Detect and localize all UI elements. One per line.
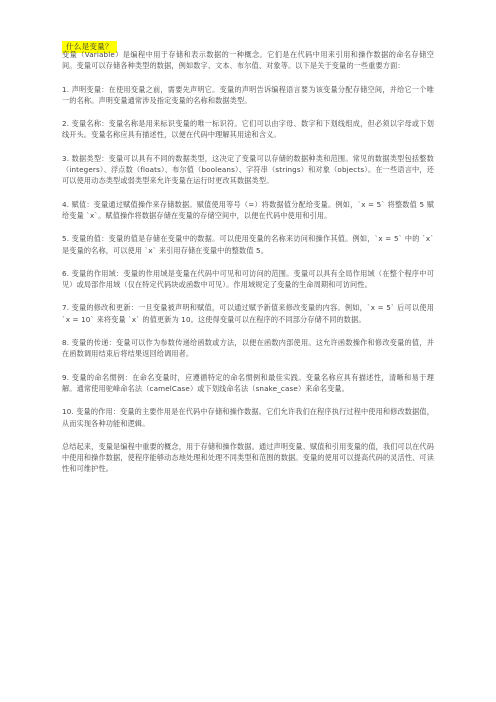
title-line: [62, 34, 434, 51]
intro-paragraph: 变量（Variable）是编程中用于存储和表示数据的一种概念。它们是在代码中用来引用和操作数据的命名存储空间。变量可以存储各种类型的数据，例如数字、文本、布尔值、对象等。以下是关于变量的一些重要方面：: [62, 50, 434, 71]
document-title: 什么是变量？: [62, 41, 117, 53]
conclusion-paragraph: 总结起来，变量是编程中重要的概念，用于存储和操作数据。通过声明变量、赋值和引用变量的值，我们可以在代码中使用和操作数据，使程序能够动态地处理和处理不同类型和范围的数据。变量的使用可以提高代码的灵活性、可读性和可维护性。: [62, 441, 434, 474]
point-naming: 9. 变量的命名惯例：在命名变量时，应遵循特定的命名惯例和最佳实践。变量名称应具有描述性，清晰和易于理解。通常使用驼峰命名法（camelCase）或下划线命名法（snake_case）来命名变量。: [62, 372, 434, 393]
point-update: 7. 变量的修改和更新：一旦变量被声明和赋值，可以通过赋予新值来修改变量的内容。例如，`x = 5` 后可以使用 `x = 10` 来将变量 `x` 的值更新为 10。这使得变量可以在程序的不同部分存储不同的数据。: [62, 303, 434, 324]
point-scope: 6. 变量的作用域：变量的作用域是变量在代码中可见和可访问的范围。变量可以具有全局作用域（在整个程序中可见）或局部作用域（仅在特定代码块或函数中可见）。作用域规定了变量的生命周期和可访问性。: [62, 268, 434, 290]
point-value: 5. 变量的值：变量的值是存储在变量中的数据。可以使用变量的名称来访问和操作其值。例如，`x = 5` 中的 `x` 是变量的名称，可以使用 `x` 来引用存储在变量中的整数值 5。: [62, 234, 434, 255]
point-declare: 1. 声明变量：在使用变量之前，需要先声明它。变量的声明告诉编程语言要为该变量分配存储空间，并给它一个唯一的名称。声明变量通常涉及指定变量的名称和数据类型。: [62, 84, 434, 105]
point-name: 2. 变量名称：变量名称是用来标识变量的唯一标识符。它们可以由字母、数字和下划线组成，但必须以字母或下划线开头。变量名称应具有描述性，以便在代码中理解其用途和含义。: [62, 119, 434, 140]
point-assignment: 4. 赋值：变量通过赋值操作来存储数据。赋值使用等号（=）将数据值分配给变量。例如，`x = 5` 将整数值 5 赋给变量 `x`。赋值操作将数据存储在变量的存储空间中，以便在代码中使用和引用。: [62, 199, 434, 220]
document-body: [62, 34, 434, 487]
point-passing: 8. 变量的传递：变量可以作为参数传递给函数或方法，以便在函数内部使用。这允许函数操作和修改变量的值，并在函数调用结束后将结果返回给调用者。: [62, 338, 434, 359]
point-data-type: 3. 数据类型：变量可以具有不同的数据类型，这决定了变量可以存储的数据种类和范围。常见的数据类型包括整数（integers）、浮点数（floats）、布尔值（booleans）、字符串（strings）和对象（objects）。在一些语言中，还可以使用动态类型或弱类型来允许变量在运行时更改其数据类型。: [62, 153, 434, 186]
point-purpose: 10. 变量的作用：变量的主要作用是在代码中存储和操作数据。它们允许我们在程序执行过程中使用和修改数据值，从而实现各种功能和逻辑。: [62, 407, 434, 428]
